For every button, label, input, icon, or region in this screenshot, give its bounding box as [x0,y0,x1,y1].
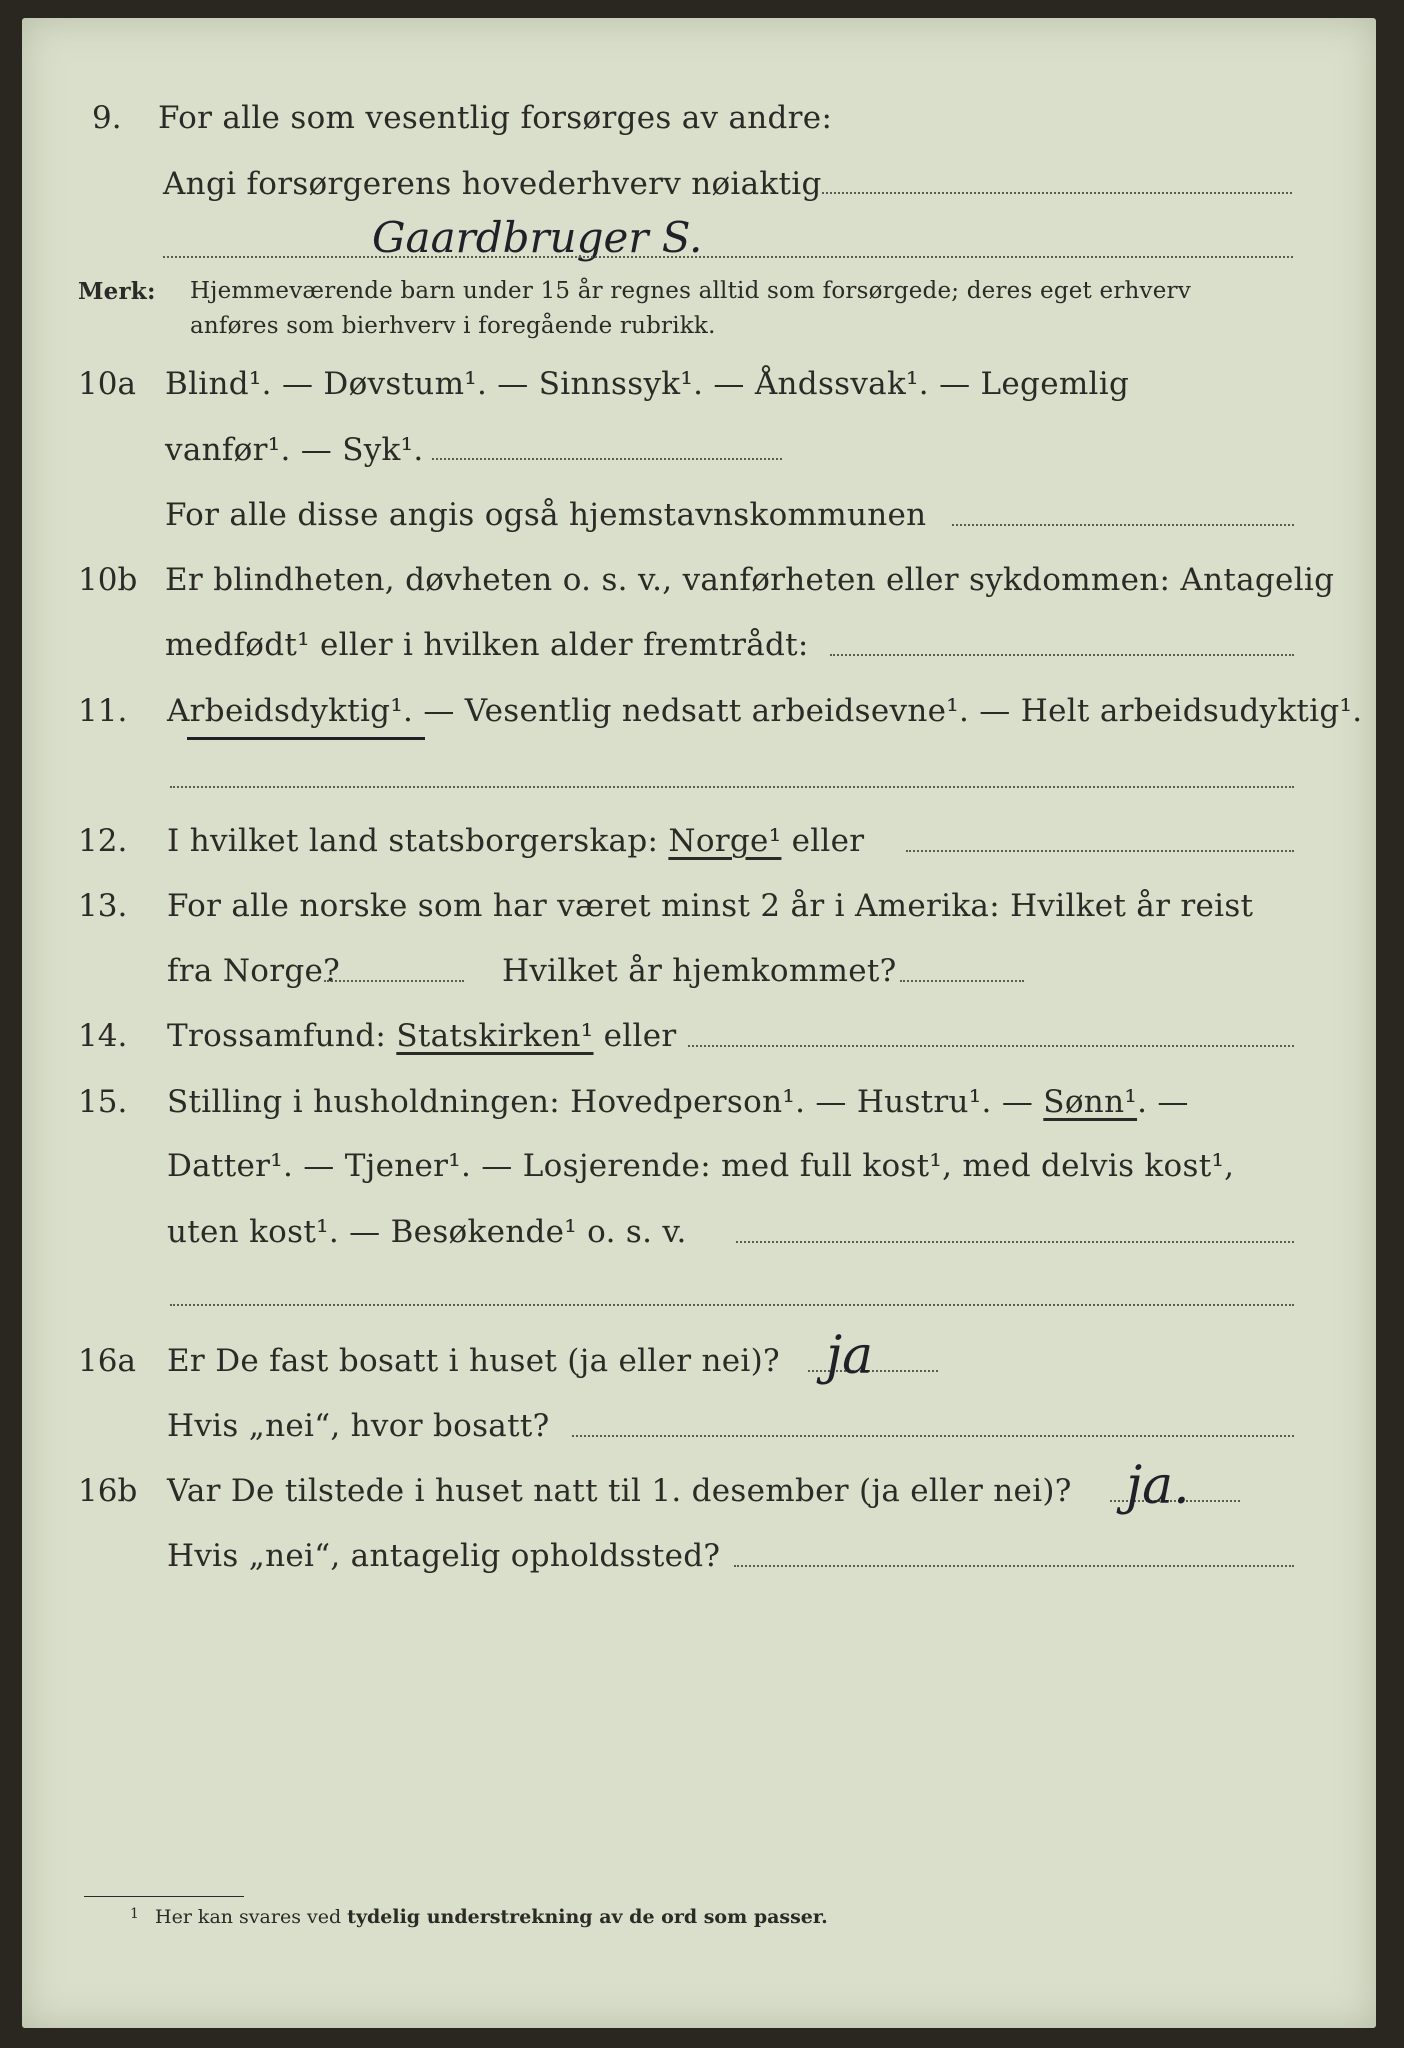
q10a-hjemstavn-field[interactable] [952,524,1294,526]
q9-line2: Angi forsørgerens hovederhverv nøiaktig [163,166,822,202]
q15-stilling-field[interactable] [736,1241,1294,1243]
q13-line2a: fra Norge? [167,953,341,989]
q16b-opholdssted-field[interactable] [734,1565,1294,1567]
q13-number: 13. [78,888,128,924]
q9-number: 9. [92,100,122,136]
q9-answer-line[interactable] [163,256,1293,258]
q15-dash: . — [1137,1084,1189,1120]
q16a-line2: Hvis „nei“, hvor bosatt? [167,1408,550,1444]
q16b-number: 16b [78,1473,138,1509]
q9-occupation-field[interactable] [822,192,1292,194]
q16a-number: 16a [78,1343,136,1379]
q10b-line1: Er blindheten, døvheten o. s. v., vanførheten eller sykdommen: Antagelig [165,562,1335,598]
q13-line2b: Hvilket år hjemkommet? [502,953,897,989]
q11-underline-mark [187,737,425,740]
q15-sonn: Sønn¹ [1043,1084,1138,1120]
q16b-handwritten-answer: ja. [1126,1456,1190,1516]
q13-reist-field[interactable] [324,980,464,982]
q16a-handwritten-answer: ja [826,1326,874,1386]
q12-line1 [167,823,864,859]
q12-norge: Norge¹ [668,823,782,859]
q14-statskirken: Statskirken¹ [396,1018,594,1054]
q14-trossamfund-field[interactable] [688,1045,1294,1047]
q15-line1 [167,1084,1189,1120]
q10b-line2: medfødt¹ eller i hvilken alder fremtrådt: [165,627,809,663]
merk-line2: anføres som bierhverv i foregående rubrikk. [190,313,716,339]
q11-extra-line[interactable] [170,786,1294,788]
q11-line1 [167,693,1362,729]
q14-line1 [167,1018,677,1054]
q13-hjemkommet-field[interactable] [900,980,1024,982]
q9-line1: For alle som vesentlig forsørges av andre: [158,100,833,136]
q10a-line1: Blind¹. — Døvstum¹. — Sinnssyk¹. — Åndssvak¹. — Legemlig [165,366,1130,402]
q11-rest: — Vesentlig nedsatt arbeidsevne¹. — Helt arbeidsudyktig¹. [413,693,1363,729]
q10a-number: 10a [78,366,136,402]
merk-line1: Hjemmeværende barn under 15 år regnes alltid som forsørgede; deres eget erhverv [190,278,1191,304]
q10b-number: 10b [78,562,138,598]
footnote-rule [84,1896,244,1897]
q14-text: Trossamfund: [167,1018,397,1054]
q9-handwritten-answer: Gaardbruger S. [372,213,703,262]
footnote-mark: 1 [130,1906,139,1922]
q16b-line1: Var De tilstede i huset natt til 1. desember (ja eller nei)? [167,1473,1072,1509]
q11-arbeidsdyktig: Arbeidsdyktig¹. [167,693,414,729]
q15-line3: uten kost¹. — Besøkende¹ o. s. v. [167,1214,687,1250]
q14-number: 14. [78,1018,128,1054]
footnote-text-b: tydelig understrekning av de ord som passer. [347,1906,828,1928]
q16b-line2: Hvis „nei“, antagelig opholdssted? [167,1538,721,1574]
q11-number: 11. [78,693,128,729]
q16a-bosatt-field[interactable] [572,1435,1294,1437]
q15-number: 15. [78,1084,128,1120]
q14-eller: eller [593,1018,677,1054]
q16a-line1: Er De fast bosatt i huset (ja eller nei)? [167,1343,780,1379]
q12-text: I hvilket land statsborgerskap: [167,823,669,859]
q12-country-field[interactable] [906,850,1294,852]
q10b-age-field[interactable] [830,654,1294,656]
merk-label-text: Merk: [78,278,156,305]
merk-label [78,278,156,305]
q15-text: Stilling i husholdningen: Hovedperson¹. — Hustru¹. — [167,1084,1044,1120]
q13-line1: For alle norske som har været minst 2 år i Amerika: Hvilket år reist [167,888,1254,924]
q10a-line3: For alle disse angis også hjemstavnskommunen [165,497,927,533]
q12-eller: eller [781,823,865,859]
q12-number: 12. [78,823,128,859]
q10a-syk-field[interactable] [432,458,782,460]
q10a-line2: vanfør¹. — Syk¹. [165,432,424,468]
q15-line2: Datter¹. — Tjener¹. — Losjerende: med full kost¹, med delvis kost¹, [167,1148,1235,1184]
footnote-text-a: Her kan svares ved [155,1906,348,1928]
footnote-text [155,1906,828,1928]
q15-extra-line[interactable] [170,1304,1294,1306]
